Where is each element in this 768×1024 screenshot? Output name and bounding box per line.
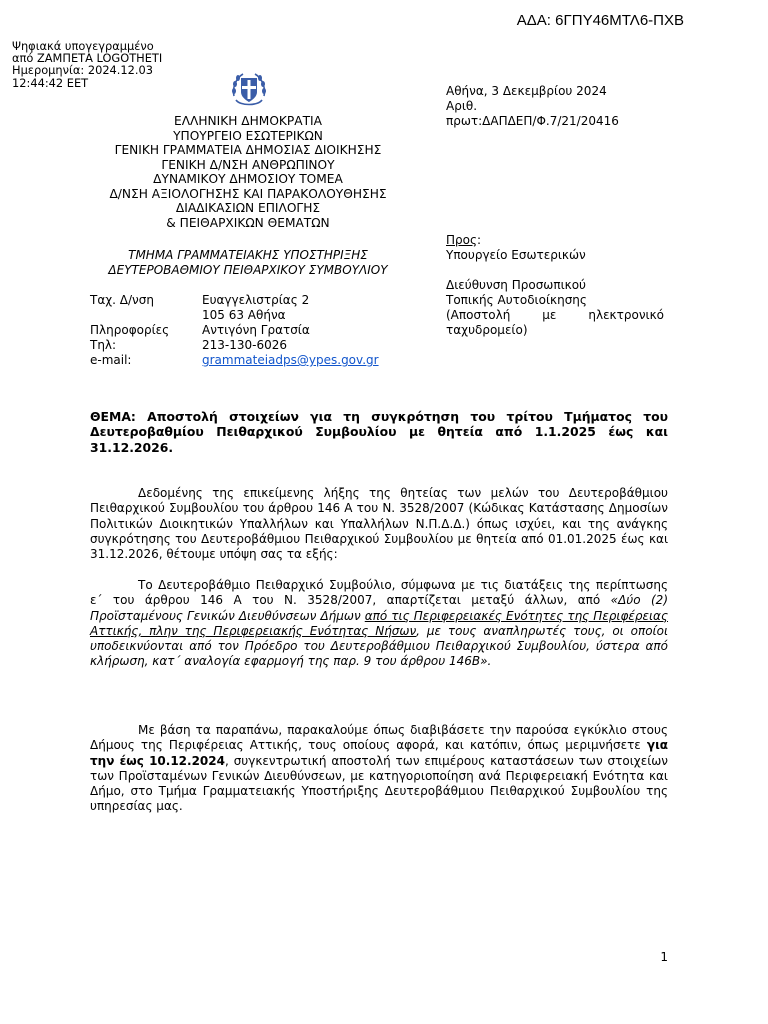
authority-line: ΕΛΛΗΝΙΚΗ ΔΗΜΟΚΡΑΤΙΑ	[174, 114, 322, 128]
protocol-number: πρωτ:ΔΑΠΔΕΠ/Φ.7/21/20416	[446, 114, 619, 128]
to-label: Προς	[446, 233, 478, 247]
department-line: ΔΕΥΤΕΡΟΒΑΘΜΙΟΥ ΠΕΙΘΑΡΧΙΚΟΥ ΣΥΜΒΟΥΛΙΟΥ	[108, 262, 388, 277]
authority-line: ΓΕΝΙΚΗ ΓΡΑΜΜΑΤΕΙΑ ΔΗΜΟΣΙΑΣ ΔΙΟΙΚΗΣΗΣ	[114, 143, 382, 157]
to-colon: :	[477, 233, 482, 247]
tel-number: 213-130-6026	[202, 338, 288, 352]
paragraph-text: Με βάση τα παραπάνω, παρακαλούμε όπως διαβιβάσετε την παρούσα εγκύκλιο στους Δήμους της Περιφέρειας Αττικής, τους οποίους αφορά, και κατόπιν, όπως μεριμνήσετε	[90, 723, 668, 753]
recipient-2-line: (Αποστολή με ηλεκτρονικό	[446, 308, 664, 322]
body-paragraph-1	[90, 486, 668, 562]
greek-coat-of-arms-emblem	[230, 70, 268, 110]
paragraph-text: , συγκεντρωτική αποστολή των επιμέρους καταστάσεων των στοιχείων των Προϊσταμένων Γενικών Διευθύνσεων, με κατηγοριοποίηση ανά Περιφερειακή Ενότητα και Δήμο, στο Τμήμα Γραμματειακής Υποστήριξης Δευτεροβάθμιου Πειθαρχικού Συμβουλίου της υπηρεσίας μας.	[90, 753, 669, 814]
arith-label: Αριθ.	[446, 99, 478, 113]
email-label: e-mail:	[90, 353, 132, 367]
ada-code: ΑΔΑ: 6ΓΠΥ46ΜΤΛ6-ΠΧΒ	[516, 12, 684, 29]
recipient-2-line: ταχυδρομείο)	[446, 323, 528, 337]
recipient-2-line: Διεύθυνση Προσωπικού	[446, 278, 586, 292]
email-link[interactable]: grammateiadps@ypes.gov.gr	[202, 353, 379, 367]
digital-signature-stamp	[12, 40, 212, 89]
date-protocol-block	[446, 84, 706, 129]
address-postal: 105 63 Αθήνα	[202, 308, 286, 322]
subject: ΘΕΜΑ: Αποστολή στοιχείων για τη συγκρότηση του τρίτου Τμήματος του Δευτεροβαθμίου Πειθαρχικού Συμβουλίου με θητεία από 1.1.2025 έως και 31.12.2026.	[90, 409, 668, 455]
body-paragraph-2	[90, 578, 668, 670]
signature-line: 12:44:42 EET	[12, 75, 89, 90]
info-person: Αντιγόνη Γρατσία	[202, 323, 310, 337]
authority-line: ΔΥΝΑΜΙΚΟΥ ΔΗΜΟΣΙΟΥ ΤΟΜΕΑ	[153, 172, 343, 186]
paragraph-text: Το Δευτεροβάθμιο Πειθαρχικό Συμβούλιο, σύμφωνα με τις διατάξεις της περίπτωσης ε΄ του άρθρου 146 Α του Ν. 3528/2007, απαρτίζεται μεταξύ άλλων, από	[90, 578, 668, 608]
deadline-text: για την έως 10.12.2024	[90, 738, 668, 768]
recipient-2-line: Τοπικής Αυτοδιοίκησης	[446, 293, 587, 307]
address-label: Ταχ. Δ/νση	[90, 293, 154, 307]
quote-underlined-text: από τις Περιφερειακές Ενότητες της Περιφέρειας Αττικής, πλην της Περιφερειακής Ενότητας Νήσων	[90, 608, 669, 638]
signature-line: Ψηφιακά υπογεγραμμένο	[12, 39, 154, 53]
authority-line: & ΠΕΙΘΑΡΧΙΚΩΝ ΘΕΜΑΤΩΝ	[166, 215, 330, 230]
recipient-1: Υπουργείο Εσωτερικών	[446, 248, 586, 262]
authority-line: ΓΕΝΙΚΗ Δ/ΝΣΗ ΑΝΘΡΩΠΙΝΟΥ	[161, 157, 335, 172]
page-number: 1	[660, 950, 668, 964]
authority-line: ΥΠΟΥΡΓΕΙΟ ΕΣΩΤΕΡΙΚΩΝ	[173, 128, 323, 143]
quote-text: , με τους αναπληρωτές τους, οι οποίοι υποδεικνύονται από τον Πρόεδρο του Δευτεροβάθμιου Πειθαρχικού Συμβουλίου, ύστερα από κλήρωση, κατ΄ αναλογία εφαρμογή της παρ. 9 του άρθρου 146Β».	[90, 623, 669, 669]
authority-line: Δ/ΝΣΗ ΑΞΙΟΛΟΓΗΣΗΣ ΚΑΙ ΠΑΡΑΚΟΛΟΥΘΗΣΗΣ	[109, 186, 387, 201]
body-paragraph-3	[90, 723, 668, 815]
contact-block	[90, 293, 430, 368]
recipients-block	[446, 233, 664, 338]
info-label: Πληροφορίες	[90, 323, 170, 337]
department-name	[70, 248, 426, 277]
place-date: Αθήνα, 3 Δεκεμβρίου 2024	[446, 84, 607, 98]
paragraph-text: Δεδομένης της επικείμενης λήξης της θητείας των μελών του Δευτεροβάθμιου Πειθαρχικού Συμβουλίου του άρθρου 146 Α του Ν. 3528/2007 (Κώδικας Κατάστασης Δημοσίων Πολιτικών Διοικητικών Υπαλλήλων και Υπαλλήλων Ν.Π.Δ.Δ.) όπως ισχύει, και της ανάγκης συγκρότησης του Δευτεροβάθμιου Πειθαρχικού Συμβουλίου με θητεία από 01.01.2025 έως και 31.12.2026, θέτουμε υπόψη σας τα εξής:	[90, 486, 668, 562]
department-line: ΤΜΗΜΑ ΓΡΑΜΜΑΤΕΙΑΚΗΣ ΥΠΟΣΤΗΡΙΞΗΣ	[128, 248, 368, 262]
authority-line: ΔΙΑΔΙΚΑΣΙΩΝ ΕΠΙΛΟΓΗΣ	[175, 201, 321, 215]
tel-label: Τηλ:	[90, 338, 117, 352]
issuing-authority	[70, 114, 426, 230]
signature-line: Ημερομηνία: 2024.12.03	[12, 63, 154, 78]
quote-text: «Δύο (2) Προϊσταμένους Γενικών Διευθύνσεων Δήμων	[90, 593, 668, 623]
address-street: Ευαγγελιστρίας 2	[202, 293, 310, 307]
signature-line: από ΖΑΜΠΕΤΑ LOGOTHETI	[12, 51, 163, 66]
